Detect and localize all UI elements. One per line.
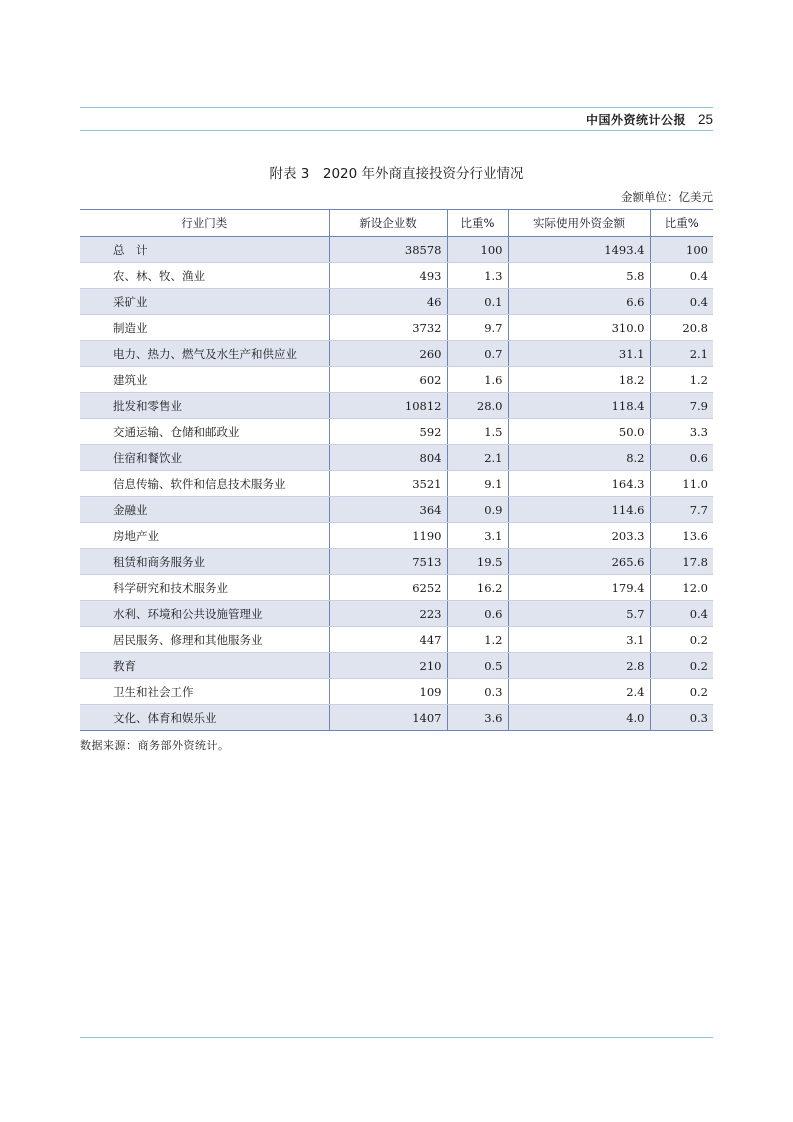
new-enterprises-cell: 447 bbox=[329, 627, 447, 653]
enterprise-share-cell: 100 bbox=[447, 237, 508, 263]
new-enterprises-cell: 223 bbox=[329, 601, 447, 627]
table-row bbox=[80, 289, 713, 315]
enterprise-share-cell: 3.1 bbox=[447, 523, 508, 549]
fdi-amount-cell: 5.7 bbox=[508, 601, 650, 627]
new-enterprises-cell: 6252 bbox=[329, 575, 447, 601]
industry-cell: 信息传输、软件和信息技术服务业 bbox=[80, 471, 329, 497]
column-header-enterprise-share: 比重% bbox=[447, 210, 508, 237]
enterprise-share-cell: 1.5 bbox=[447, 419, 508, 445]
new-enterprises-cell: 493 bbox=[329, 263, 447, 289]
enterprise-share-cell: 3.6 bbox=[447, 705, 508, 731]
fdi-amount-cell: 18.2 bbox=[508, 367, 650, 393]
fdi-amount-cell: 4.0 bbox=[508, 705, 650, 731]
unit-note: 金额单位：亿美元 bbox=[621, 190, 713, 204]
fdi-share-cell: 20.8 bbox=[650, 315, 713, 341]
fdi-amount-cell: 179.4 bbox=[508, 575, 650, 601]
enterprise-share-cell: 0.9 bbox=[447, 497, 508, 523]
enterprise-share-cell: 1.2 bbox=[447, 627, 508, 653]
fdi-amount-cell: 118.4 bbox=[508, 393, 650, 419]
fdi-amount-cell: 1493.4 bbox=[508, 237, 650, 263]
fdi-amount-cell: 310.0 bbox=[508, 315, 650, 341]
table-row bbox=[80, 575, 713, 601]
fdi-share-cell: 11.0 bbox=[650, 471, 713, 497]
fdi-share-cell: 0.6 bbox=[650, 445, 713, 471]
page-number: 25 bbox=[697, 111, 713, 127]
fdi-amount-cell: 2.8 bbox=[508, 653, 650, 679]
fdi-amount-cell: 265.6 bbox=[508, 549, 650, 575]
industry-cell: 居民服务、修理和其他服务业 bbox=[80, 627, 329, 653]
column-header-new-enterprises: 新设企业数 bbox=[329, 210, 447, 237]
enterprise-share-cell: 1.3 bbox=[447, 263, 508, 289]
enterprise-share-cell: 0.3 bbox=[447, 679, 508, 705]
new-enterprises-cell: 38578 bbox=[329, 237, 447, 263]
table-row bbox=[80, 627, 713, 653]
fdi-share-cell: 0.4 bbox=[650, 263, 713, 289]
industry-cell: 住宿和餐饮业 bbox=[80, 445, 329, 471]
industry-cell: 金融业 bbox=[80, 497, 329, 523]
fdi-amount-cell: 31.1 bbox=[508, 341, 650, 367]
table-row bbox=[80, 471, 713, 497]
fdi-amount-cell: 50.0 bbox=[508, 419, 650, 445]
fdi-share-cell: 0.3 bbox=[650, 705, 713, 731]
fdi-amount-cell: 5.8 bbox=[508, 263, 650, 289]
industry-cell: 租赁和商务服务业 bbox=[80, 549, 329, 575]
new-enterprises-cell: 364 bbox=[329, 497, 447, 523]
industry-cell: 科学研究和技术服务业 bbox=[80, 575, 329, 601]
header-rule-bottom bbox=[80, 130, 713, 131]
enterprise-share-cell: 2.1 bbox=[447, 445, 508, 471]
table-row bbox=[80, 393, 713, 419]
new-enterprises-cell: 602 bbox=[329, 367, 447, 393]
table-body bbox=[80, 237, 713, 731]
fdi-amount-cell: 6.6 bbox=[508, 289, 650, 315]
fdi-amount-cell: 2.4 bbox=[508, 679, 650, 705]
table-row bbox=[80, 445, 713, 471]
table-row bbox=[80, 705, 713, 731]
fdi-share-cell: 0.4 bbox=[650, 601, 713, 627]
fdi-share-cell: 12.0 bbox=[650, 575, 713, 601]
table-row bbox=[80, 549, 713, 575]
enterprise-share-cell: 0.5 bbox=[447, 653, 508, 679]
industry-cell: 电力、热力、燃气及水生产和供应业 bbox=[80, 341, 329, 367]
industry-cell: 批发和零售业 bbox=[80, 393, 329, 419]
running-head bbox=[586, 110, 713, 128]
enterprise-share-cell: 1.6 bbox=[447, 367, 508, 393]
column-header-industry: 行业门类 bbox=[80, 210, 329, 237]
fdi-share-cell: 0.2 bbox=[650, 679, 713, 705]
new-enterprises-cell: 10812 bbox=[329, 393, 447, 419]
footer-rule bbox=[80, 1037, 713, 1038]
industry-cell: 建筑业 bbox=[80, 367, 329, 393]
table-row bbox=[80, 367, 713, 393]
fdi-share-cell: 3.3 bbox=[650, 419, 713, 445]
table-row bbox=[80, 679, 713, 705]
enterprise-share-cell: 9.7 bbox=[447, 315, 508, 341]
industry-cell: 总 计 bbox=[80, 237, 329, 263]
fdi-amount-cell: 8.2 bbox=[508, 445, 650, 471]
industry-cell: 卫生和社会工作 bbox=[80, 679, 329, 705]
enterprise-share-cell: 0.7 bbox=[447, 341, 508, 367]
publication-title: 中国外资统计公报 bbox=[585, 112, 686, 127]
new-enterprises-cell: 260 bbox=[329, 341, 447, 367]
new-enterprises-cell: 1407 bbox=[329, 705, 447, 731]
table-header bbox=[80, 210, 713, 237]
fdi-amount-cell: 164.3 bbox=[508, 471, 650, 497]
fdi-share-cell: 2.1 bbox=[650, 341, 713, 367]
fdi-amount-cell: 203.3 bbox=[508, 523, 650, 549]
new-enterprises-cell: 210 bbox=[329, 653, 447, 679]
column-header-fdi-share: 比重% bbox=[650, 210, 713, 237]
industry-cell: 交通运输、仓储和邮政业 bbox=[80, 419, 329, 445]
fdi-share-cell: 7.9 bbox=[650, 393, 713, 419]
enterprise-share-cell: 28.0 bbox=[447, 393, 508, 419]
header-rule-top bbox=[80, 107, 713, 108]
industry-cell: 房地产业 bbox=[80, 523, 329, 549]
fdi-share-cell: 17.8 bbox=[650, 549, 713, 575]
table-row bbox=[80, 341, 713, 367]
table-row bbox=[80, 315, 713, 341]
fdi-share-cell: 0.2 bbox=[650, 653, 713, 679]
fdi-amount-cell: 114.6 bbox=[508, 497, 650, 523]
enterprise-share-cell: 16.2 bbox=[447, 575, 508, 601]
enterprise-share-cell: 0.1 bbox=[447, 289, 508, 315]
source-note: 数据来源：商务部外资统计。 bbox=[80, 739, 230, 752]
new-enterprises-cell: 1190 bbox=[329, 523, 447, 549]
new-enterprises-cell: 592 bbox=[329, 419, 447, 445]
industry-cell: 教育 bbox=[80, 653, 329, 679]
table-row bbox=[80, 497, 713, 523]
new-enterprises-cell: 804 bbox=[329, 445, 447, 471]
table-row bbox=[80, 653, 713, 679]
fdi-share-cell: 100 bbox=[650, 237, 713, 263]
enterprise-share-cell: 19.5 bbox=[447, 549, 508, 575]
industry-cell: 农、林、牧、渔业 bbox=[80, 263, 329, 289]
table-title: 附表 3 2020 年外商直接投资分行业情况 bbox=[269, 166, 524, 182]
enterprise-share-cell: 9.1 bbox=[447, 471, 508, 497]
table-row bbox=[80, 523, 713, 549]
column-header-fdi-amount: 实际使用外资金额 bbox=[508, 210, 650, 237]
industry-cell: 制造业 bbox=[80, 315, 329, 341]
new-enterprises-cell: 3732 bbox=[329, 315, 447, 341]
header-row bbox=[80, 210, 713, 237]
enterprise-share-cell: 0.6 bbox=[447, 601, 508, 627]
fdi-share-cell: 7.7 bbox=[650, 497, 713, 523]
fdi-share-cell: 1.2 bbox=[650, 367, 713, 393]
new-enterprises-cell: 46 bbox=[329, 289, 447, 315]
new-enterprises-cell: 7513 bbox=[329, 549, 447, 575]
fdi-share-cell: 0.4 bbox=[650, 289, 713, 315]
new-enterprises-cell: 109 bbox=[329, 679, 447, 705]
table-row bbox=[80, 263, 713, 289]
fdi-share-cell: 0.2 bbox=[650, 627, 713, 653]
table-row bbox=[80, 237, 713, 263]
industry-cell: 水利、环境和公共设施管理业 bbox=[80, 601, 329, 627]
industry-cell: 文化、体育和娱乐业 bbox=[80, 705, 329, 731]
new-enterprises-cell: 3521 bbox=[329, 471, 447, 497]
table-row bbox=[80, 601, 713, 627]
fdi-by-industry-table bbox=[80, 209, 713, 731]
fdi-share-cell: 13.6 bbox=[650, 523, 713, 549]
table-row bbox=[80, 419, 713, 445]
industry-cell: 采矿业 bbox=[80, 289, 329, 315]
fdi-amount-cell: 3.1 bbox=[508, 627, 650, 653]
